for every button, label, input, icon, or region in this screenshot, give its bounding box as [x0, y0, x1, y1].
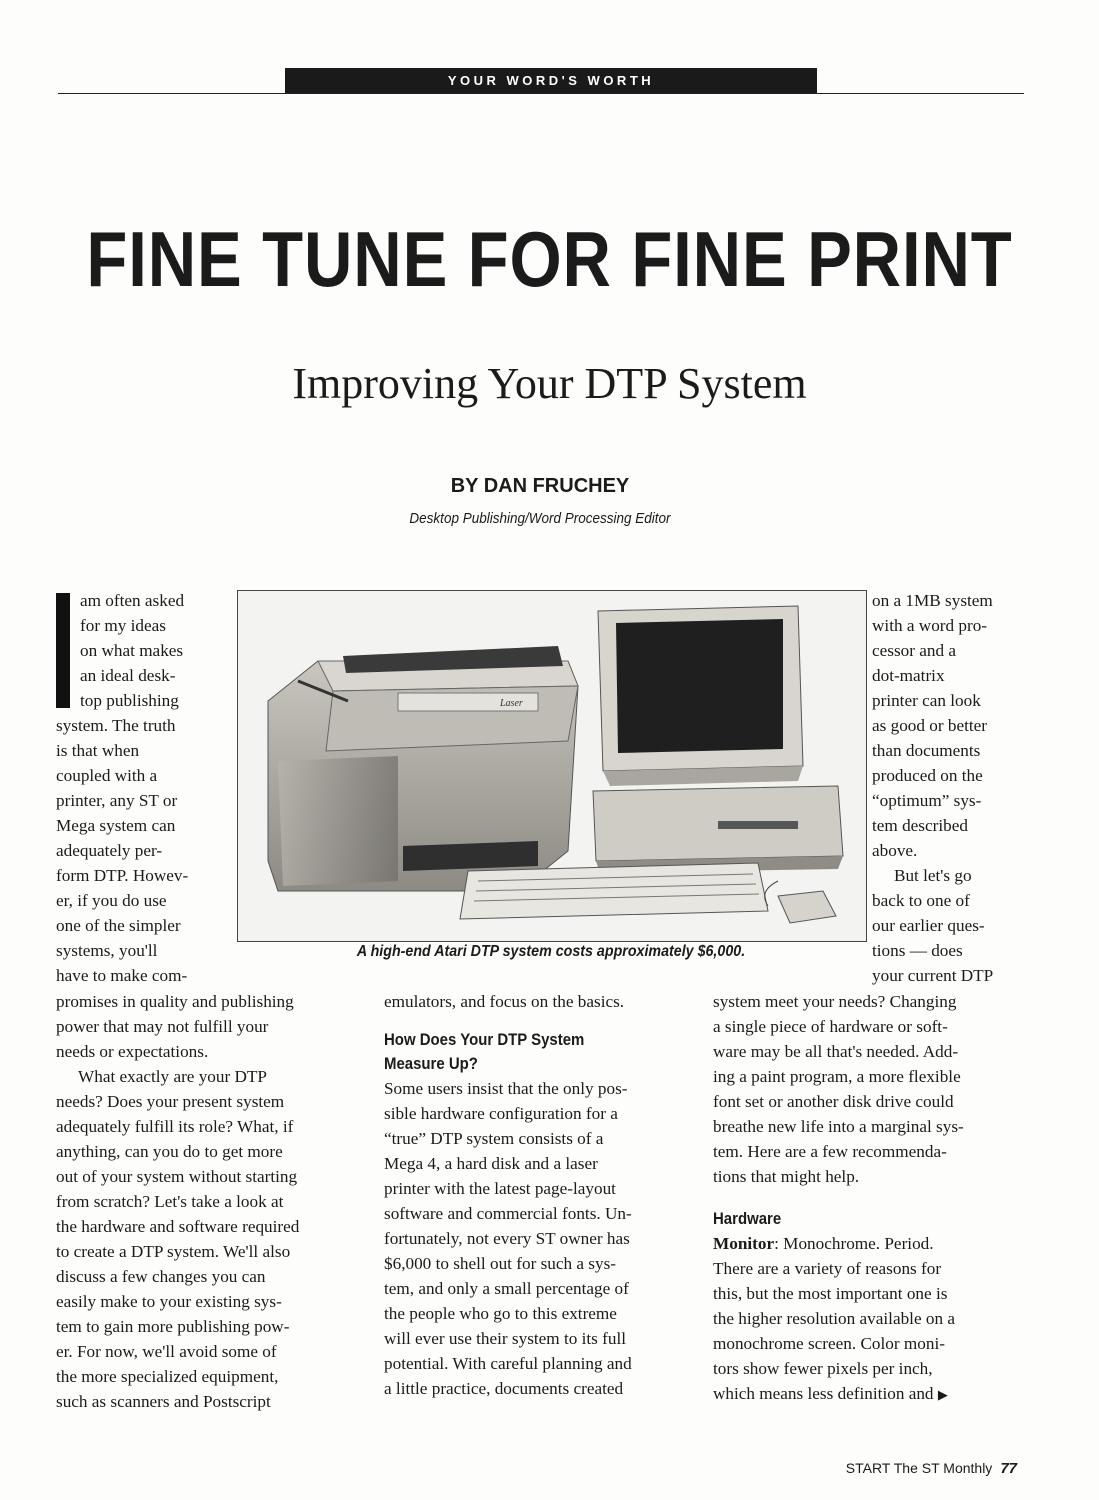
- text-line: “optimum” sys-: [872, 791, 982, 810]
- page-footer: [846, 1460, 1017, 1477]
- text-line: discuss a few changes you can: [56, 1267, 266, 1286]
- text-line: will ever use their system to its full: [384, 1329, 627, 1348]
- atari-dtp-system-photo: [237, 590, 867, 942]
- computer-system-illustration: [238, 591, 866, 941]
- printer-brand-label: Laser: [500, 698, 523, 709]
- text-line: tem described: [872, 816, 968, 835]
- text-line: a little practice, documents created: [384, 1379, 624, 1398]
- text-line: needs? Does your present system: [56, 1092, 285, 1111]
- text-line: back to one of: [872, 891, 970, 910]
- text-line: one of the simpler: [56, 916, 181, 935]
- column-3-lower: [713, 989, 1033, 1407]
- text-line: tions — does: [872, 941, 963, 960]
- text-line: emulators, and focus on the basics.: [384, 992, 625, 1011]
- text-line: adequately per-: [56, 841, 163, 860]
- text-line: out of your system without starting: [56, 1167, 298, 1186]
- text-line: with a word pro-: [872, 616, 988, 635]
- text-line: ware may be all that's needed. Add-: [713, 1042, 959, 1061]
- text-line: er, if you do use: [56, 891, 167, 910]
- text-fragment: which means less definition and: [713, 1384, 934, 1403]
- text-line: Some users insist that the only pos-: [384, 1079, 628, 1098]
- text-line: But let's go: [894, 866, 972, 885]
- continue-arrow-icon: ▶: [937, 1387, 948, 1402]
- text-line: form DTP. Howev-: [56, 866, 189, 885]
- text-line: to create a DTP system. We'll also: [56, 1242, 291, 1261]
- text-line: the hardware and software required: [56, 1217, 300, 1236]
- column-3-upper: [872, 588, 1032, 988]
- text-line: the more specialized equipment,: [56, 1367, 279, 1386]
- section-heading-measure-up: How Does Your DTP System: [384, 1030, 585, 1049]
- text-line: printer can look: [872, 691, 981, 710]
- text-line: this, but the most important one is: [713, 1284, 948, 1303]
- text-line: tors show fewer pixels per inch,: [713, 1359, 933, 1378]
- drop-cap-line: an ideal desk-: [80, 666, 176, 685]
- text-line: tions that might help.: [713, 1167, 860, 1186]
- text-line: ing a paint program, a more flexible: [713, 1067, 961, 1086]
- text-line: “true” DTP system consists of a: [384, 1129, 604, 1148]
- text-line: There are a variety of reasons for: [713, 1259, 942, 1278]
- text-line: dot-matrix: [872, 666, 945, 685]
- text-line: cessor and a: [872, 641, 956, 660]
- text-line: needs or expectations.: [56, 1042, 209, 1061]
- text-line: What exactly are your DTP: [78, 1067, 267, 1086]
- drop-cap-line: am often asked: [80, 591, 185, 610]
- text-line: adequately fulfill its role? What, if: [56, 1117, 294, 1136]
- text-line: Mega system can: [56, 816, 176, 835]
- text-line: is that when: [56, 741, 140, 760]
- text-line: systems, you'll: [56, 941, 158, 960]
- text-line: system. The truth: [56, 716, 176, 735]
- text-line: produced on the: [872, 766, 983, 785]
- text-line: tem, and only a small percentage of: [384, 1279, 629, 1298]
- text-line: on a 1MB system: [872, 591, 993, 610]
- text-fragment: : Monochrome. Period.: [774, 1234, 934, 1253]
- text-line: potential. With careful planning and: [384, 1354, 632, 1373]
- column-1-lower: [56, 989, 366, 1414]
- text-line: fortunately, not every ST owner has: [384, 1229, 630, 1248]
- text-line: [713, 1381, 1033, 1407]
- photo-caption: A high-end Atari DTP system costs approximately $6,000.: [356, 943, 746, 960]
- text-line: promises in quality and publishing: [56, 992, 294, 1011]
- text-line: system meet your needs? Changing: [713, 992, 957, 1011]
- text-line: above.: [872, 841, 918, 860]
- column-2: [384, 989, 694, 1401]
- text-line: such as scanners and Postscript: [56, 1392, 271, 1411]
- text-line: power that may not fulfill your: [56, 1017, 269, 1036]
- page-number: 77: [1000, 1460, 1017, 1477]
- text-line: than documents: [872, 741, 981, 760]
- section-kicker: YOUR WORD'S WORTH: [285, 68, 817, 93]
- text-line: printer with the latest page-layout: [384, 1179, 616, 1198]
- subhead: Improving Your DTP System: [292, 359, 807, 408]
- drop-cap-line: on what makes: [80, 641, 184, 660]
- text-line: breathe new life into a marginal sys-: [713, 1117, 964, 1136]
- text-line: sible hardware configuration for a: [384, 1104, 618, 1123]
- top-rule: [58, 93, 1024, 94]
- text-line: as good or better: [872, 716, 988, 735]
- text-line: tem to gain more publishing pow-: [56, 1317, 290, 1336]
- text-line: from scratch? Let's take a look at: [56, 1192, 284, 1211]
- text-line: er. For now, we'll avoid some of: [56, 1342, 277, 1361]
- byline: BY DAN FRUCHEY: [450, 475, 630, 497]
- text-line: easily make to your existing sys-: [56, 1292, 282, 1311]
- text-line: font set or another disk drive could: [713, 1092, 954, 1111]
- text-line: a single piece of hardware or soft-: [713, 1017, 948, 1036]
- headline: FINE TUNE FOR FINE PRINT: [86, 215, 1013, 303]
- text-line: coupled with a: [56, 766, 158, 785]
- text-line: software and commercial fonts. Un-: [384, 1204, 632, 1223]
- text-line: our earlier ques-: [872, 916, 985, 935]
- drop-cap-letter-i: [56, 593, 70, 708]
- text-line: monochrome screen. Color moni-: [713, 1334, 945, 1353]
- term-monitor: Monitor: [713, 1234, 775, 1253]
- text-line: the people who go to this extreme: [384, 1304, 617, 1323]
- text-line: your current DTP: [872, 966, 994, 985]
- text-line: printer, any ST or: [56, 791, 178, 810]
- drop-cap-line: top publishing: [80, 691, 179, 710]
- author-role: Desktop Publishing/Word Processing Editor: [409, 510, 671, 527]
- text-line: tem. Here are a few recommenda-: [713, 1142, 947, 1161]
- magazine-name: START The ST Monthly: [845, 1460, 993, 1476]
- text-line: Mega 4, a hard disk and a laser: [384, 1154, 598, 1173]
- text-line: $6,000 to shell out for such a sys-: [384, 1254, 617, 1273]
- text-line: have to make com-: [56, 966, 188, 985]
- text-line: [713, 1231, 1033, 1256]
- column-1-upper: [56, 588, 236, 988]
- text-line: anything, can you do to get more: [56, 1142, 283, 1161]
- section-heading-hardware: Hardware: [713, 1209, 782, 1228]
- section-heading-measure-up-cont: Measure Up?: [384, 1054, 478, 1073]
- text-line: the higher resolution available on a: [713, 1309, 955, 1328]
- drop-cap-line: for my ideas: [80, 616, 166, 635]
